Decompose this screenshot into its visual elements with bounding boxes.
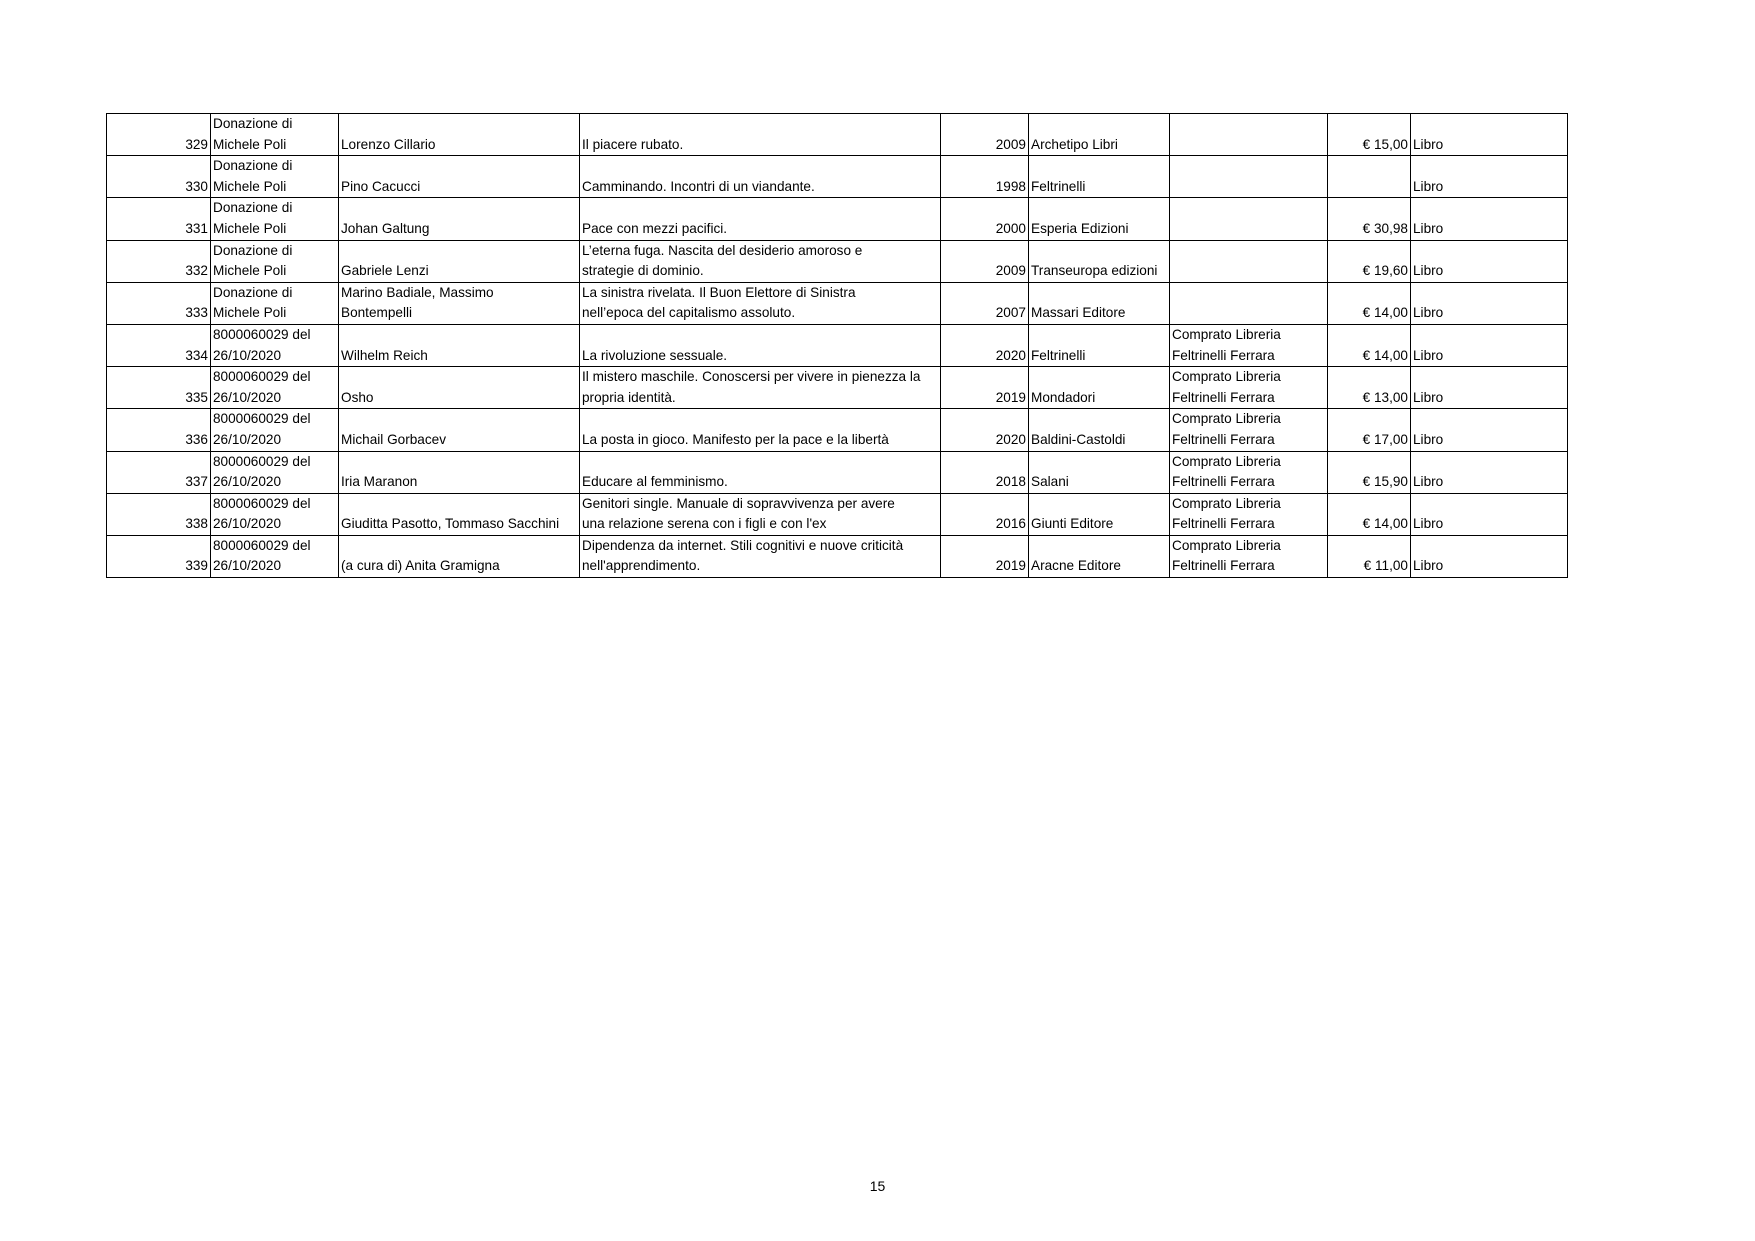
cell-type: Libro	[1411, 282, 1568, 324]
cell-source-line: Donazione di	[213, 158, 293, 174]
cell-note-line: Comprato Libreria	[1172, 369, 1281, 385]
cell-author-line: Bontempelli	[341, 305, 413, 321]
cell-note	[1170, 324, 1328, 366]
cell-year: 2020	[941, 324, 1029, 366]
cell-author	[339, 114, 580, 156]
cell-year: 2009	[941, 114, 1029, 156]
cell-number: 338	[107, 493, 211, 535]
cell-price: € 13,00	[1328, 367, 1411, 409]
cell-source-line: 8000060029 del	[213, 369, 311, 385]
cell-author-line: Lorenzo Cillario	[341, 136, 436, 152]
cell-price: € 15,00	[1328, 114, 1411, 156]
cell-author	[339, 493, 580, 535]
cell-note	[1170, 240, 1328, 282]
cell-source-line: Donazione di	[213, 242, 293, 258]
cell-note-line	[1172, 156, 1325, 177]
cell-title-line: Camminando. Incontri di un viandante.	[582, 178, 815, 194]
cell-type: Libro	[1411, 324, 1568, 366]
cell-source-line: 26/10/2020	[213, 558, 282, 574]
cell-title-line: Pace con mezzi pacifici.	[582, 220, 728, 236]
cell-note-line: Feltrinelli Ferrara	[1172, 558, 1275, 574]
cell-title	[580, 156, 941, 198]
cell-price: € 15,90	[1328, 451, 1411, 493]
cell-source	[211, 156, 339, 198]
cell-note-line: Feltrinelli Ferrara	[1172, 389, 1275, 405]
cell-source	[211, 324, 339, 366]
cell-author	[339, 409, 580, 451]
cell-author-line: Osho	[341, 389, 374, 405]
cell-source-line: Michele Poli	[213, 220, 287, 236]
cell-title	[580, 282, 941, 324]
cell-title-line: nell'apprendimento.	[582, 558, 701, 574]
cell-note-line: Feltrinelli Ferrara	[1172, 347, 1275, 363]
cell-note	[1170, 451, 1328, 493]
cell-note	[1170, 156, 1328, 198]
cell-type: Libro	[1411, 535, 1568, 577]
inventory-body	[107, 114, 1568, 578]
cell-year: 2016	[941, 493, 1029, 535]
cell-note-line	[1172, 114, 1325, 135]
cell-number: 339	[107, 535, 211, 577]
cell-source-line: 26/10/2020	[213, 431, 282, 447]
cell-note-line: Comprato Libreria	[1172, 411, 1281, 427]
cell-note-line	[1172, 198, 1325, 219]
cell-number: 329	[107, 114, 211, 156]
cell-note-line: Comprato Libreria	[1172, 537, 1281, 553]
cell-price: € 17,00	[1328, 409, 1411, 451]
cell-source-line: 8000060029 del	[213, 411, 311, 427]
cell-source-line: 26/10/2020	[213, 474, 282, 490]
cell-author	[339, 324, 580, 366]
cell-price: € 14,00	[1328, 324, 1411, 366]
cell-title-line: Il piacere rubato.	[582, 136, 684, 152]
cell-title-line: L’eterna fuga. Nascita del desiderio amoroso e	[582, 242, 863, 258]
cell-type: Libro	[1411, 114, 1568, 156]
cell-note	[1170, 409, 1328, 451]
cell-title-line: una relazione serena con i figli e con l'ex	[582, 516, 827, 532]
cell-source	[211, 493, 339, 535]
table-row	[107, 367, 1568, 409]
cell-source	[211, 451, 339, 493]
cell-year: 2018	[941, 451, 1029, 493]
cell-source-line: 8000060029 del	[213, 495, 311, 511]
cell-note-line	[1172, 219, 1325, 240]
cell-title-line: La posta in gioco. Manifesto per la pace e la libertà	[582, 431, 889, 447]
cell-author-line: (a cura di) Anita Gramigna	[341, 558, 500, 574]
cell-note-line: Feltrinelli Ferrara	[1172, 474, 1275, 490]
cell-price	[1328, 156, 1411, 198]
cell-title-line: La rivoluzione sessuale.	[582, 347, 728, 363]
cell-author-line: Iria Maranon	[341, 474, 418, 490]
cell-note-line	[1172, 241, 1325, 262]
cell-number: 335	[107, 367, 211, 409]
cell-type: Libro	[1411, 367, 1568, 409]
cell-title	[580, 409, 941, 451]
cell-source-line: 26/10/2020	[213, 516, 282, 532]
cell-source-line: 26/10/2020	[213, 347, 282, 363]
cell-note-line: Comprato Libreria	[1172, 495, 1281, 511]
cell-author-line: Wilhelm Reich	[341, 347, 428, 363]
cell-note-line	[1172, 261, 1325, 282]
cell-author	[339, 240, 580, 282]
cell-year: 2000	[941, 198, 1029, 240]
cell-author-line: Michail Gorbacev	[341, 431, 447, 447]
cell-title-line: La sinistra rivelata. Il Buon Elettore di Sinistra	[582, 284, 856, 300]
cell-publisher: Esperia Edizioni	[1029, 198, 1170, 240]
cell-source-line: 8000060029 del	[213, 453, 311, 469]
cell-publisher: Feltrinelli	[1029, 324, 1170, 366]
cell-title-line: propria identità.	[582, 389, 676, 405]
table-row	[107, 114, 1568, 156]
cell-note	[1170, 198, 1328, 240]
cell-source-line: 26/10/2020	[213, 389, 282, 405]
cell-note-line	[1172, 283, 1325, 304]
cell-source-line: Michele Poli	[213, 263, 287, 279]
cell-note	[1170, 367, 1328, 409]
cell-number: 337	[107, 451, 211, 493]
cell-note	[1170, 493, 1328, 535]
cell-note-line: Feltrinelli Ferrara	[1172, 516, 1275, 532]
cell-source	[211, 114, 339, 156]
cell-title	[580, 240, 941, 282]
cell-year: 2020	[941, 409, 1029, 451]
cell-note	[1170, 114, 1328, 156]
cell-source	[211, 240, 339, 282]
cell-author	[339, 156, 580, 198]
cell-publisher: Archetipo Libri	[1029, 114, 1170, 156]
cell-source	[211, 367, 339, 409]
cell-source	[211, 282, 339, 324]
cell-year: 1998	[941, 156, 1029, 198]
cell-price: € 19,60	[1328, 240, 1411, 282]
cell-title-line: strategie di dominio.	[582, 263, 704, 279]
cell-title-line: nell’epoca del capitalismo assoluto.	[582, 305, 796, 321]
table-row	[107, 198, 1568, 240]
table-row	[107, 324, 1568, 366]
cell-title	[580, 535, 941, 577]
page-number: 15	[869, 1178, 886, 1194]
cell-number: 336	[107, 409, 211, 451]
cell-source-line: Donazione di	[213, 116, 293, 131]
cell-year: 2007	[941, 282, 1029, 324]
cell-price: € 14,00	[1328, 282, 1411, 324]
cell-year: 2019	[941, 535, 1029, 577]
cell-note-line: Comprato Libreria	[1172, 453, 1281, 469]
cell-number: 332	[107, 240, 211, 282]
cell-title-line: Il mistero maschile. Conoscersi per vivere in pienezza la	[582, 369, 921, 385]
cell-title-line: Dipendenza da internet. Stili cognitivi e nuove criticità	[582, 537, 904, 553]
cell-title	[580, 324, 941, 366]
cell-title	[580, 493, 941, 535]
cell-author-line: Johan Galtung	[341, 220, 430, 236]
cell-year: 2009	[941, 240, 1029, 282]
table-row	[107, 535, 1568, 577]
cell-publisher: Salani	[1029, 451, 1170, 493]
cell-number: 331	[107, 198, 211, 240]
cell-source-line: Michele Poli	[213, 136, 287, 152]
cell-number: 334	[107, 324, 211, 366]
cell-title	[580, 114, 941, 156]
cell-note	[1170, 535, 1328, 577]
cell-source-line: Donazione di	[213, 284, 293, 300]
cell-year: 2019	[941, 367, 1029, 409]
cell-source-line: Michele Poli	[213, 178, 287, 194]
cell-price: € 11,00	[1328, 535, 1411, 577]
cell-author	[339, 451, 580, 493]
cell-author	[339, 198, 580, 240]
cell-author-line: Pino Cacucci	[341, 178, 421, 194]
cell-number: 333	[107, 282, 211, 324]
cell-type: Libro	[1411, 198, 1568, 240]
cell-source-line: 8000060029 del	[213, 537, 311, 553]
cell-publisher: Aracne Editore	[1029, 535, 1170, 577]
cell-title	[580, 367, 941, 409]
table-row	[107, 493, 1568, 535]
cell-source-line: Donazione di	[213, 200, 293, 216]
cell-price: € 30,98	[1328, 198, 1411, 240]
cell-publisher: Transeuropa edizioni	[1029, 240, 1170, 282]
cell-author	[339, 367, 580, 409]
table-row	[107, 451, 1568, 493]
cell-note	[1170, 282, 1328, 324]
table-row	[107, 240, 1568, 282]
cell-note-line: Comprato Libreria	[1172, 326, 1281, 342]
cell-author	[339, 535, 580, 577]
table-row	[107, 156, 1568, 198]
cell-publisher: Massari Editore	[1029, 282, 1170, 324]
cell-note-line	[1172, 303, 1325, 324]
book-inventory-table	[106, 113, 1568, 578]
cell-note-line	[1172, 177, 1325, 198]
table-row	[107, 409, 1568, 451]
cell-publisher: Feltrinelli	[1029, 156, 1170, 198]
cell-title	[580, 198, 941, 240]
inventory-sheet	[106, 113, 1567, 578]
cell-publisher: Giunti Editore	[1029, 493, 1170, 535]
cell-price: € 14,00	[1328, 493, 1411, 535]
cell-source	[211, 535, 339, 577]
cell-title	[580, 451, 941, 493]
cell-source	[211, 409, 339, 451]
cell-type: Libro	[1411, 240, 1568, 282]
cell-number: 330	[107, 156, 211, 198]
cell-type: Libro	[1411, 156, 1568, 198]
cell-source	[211, 198, 339, 240]
cell-type: Libro	[1411, 493, 1568, 535]
cell-author	[339, 282, 580, 324]
cell-note-line	[1172, 135, 1325, 156]
cell-title-line: Genitori single. Manuale di sopravvivenza per avere	[582, 495, 895, 511]
cell-source-line: Michele Poli	[213, 305, 287, 321]
cell-type: Libro	[1411, 451, 1568, 493]
cell-author-line: Giuditta Pasotto, Tommaso Sacchini	[341, 516, 560, 532]
cell-type: Libro	[1411, 409, 1568, 451]
table-row	[107, 282, 1568, 324]
cell-publisher: Mondadori	[1029, 367, 1170, 409]
cell-note-line: Feltrinelli Ferrara	[1172, 431, 1275, 447]
cell-source-line: 8000060029 del	[213, 326, 311, 342]
cell-publisher: Baldini-Castoldi	[1029, 409, 1170, 451]
cell-author-line: Gabriele Lenzi	[341, 263, 429, 279]
cell-author-line: Marino Badiale, Massimo	[341, 284, 494, 300]
cell-title-line: Educare al femminismo.	[582, 474, 728, 490]
